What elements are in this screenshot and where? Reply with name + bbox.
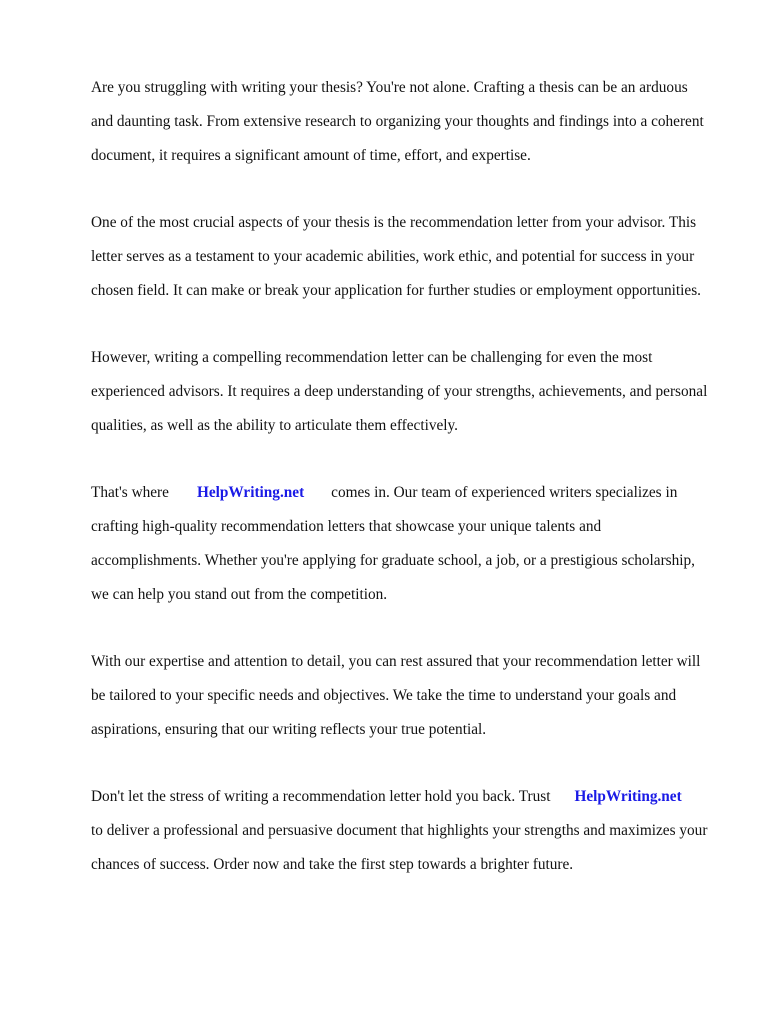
paragraph-recommendation-importance [91,197,723,316]
document-body [91,62,723,906]
helpwriting-link[interactable]: HelpWriting.net [574,788,682,805]
paragraph-intro [91,62,723,181]
paragraph-call-to-action [91,771,723,890]
text-segment: Don't let the stress of writing a recommendation letter hold you back. Trust [91,788,551,805]
paragraph-expertise [91,636,723,755]
text-line: letter serves as a testament to your academic abilities, work ethic, and potential for success in your [91,248,695,265]
text-line: and daunting task. From extensive research to organizing your thoughts and findings into a coherent [91,113,704,130]
text-line: chosen field. It can make or break your application for further studies or employment opportunities. [91,282,701,299]
paragraph-challenge [91,332,723,451]
text-line: to deliver a professional and persuasive document that highlights your strengths and maximizes your [91,822,708,839]
text-line: crafting high-quality recommendation letters that showcase your unique talents and [91,518,602,535]
text-line: experienced advisors. It requires a deep understanding of your strengths, achievements, and personal [91,383,708,400]
text-line: Are you struggling with writing your thesis? You're not alone. Crafting a thesis can be an arduous [91,79,688,96]
text-segment: comes in. Our team of experienced writers specializes in [331,484,678,501]
text-segment: That's where [91,484,169,501]
text-line: However, writing a compelling recommendation letter can be challenging for even the most [91,349,653,366]
helpwriting-link[interactable]: HelpWriting.net [196,484,305,501]
text-line: document, it requires a significant amount of time, effort, and expertise. [91,147,531,164]
text-line: qualities, as well as the ability to articulate them effectively. [91,417,458,434]
text-line: aspirations, ensuring that our writing reflects your true potential. [91,721,487,738]
text-line: One of the most crucial aspects of your thesis is the recommendation letter from your advisor. This [91,214,697,231]
text-line-with-link [91,788,723,805]
text-line-with-link [91,484,723,501]
text-line: be tailored to your specific needs and objectives. We take the time to understand your goals and [91,687,677,704]
text-line: With our expertise and attention to detail, you can rest assured that your recommendation letter will [91,653,701,670]
paragraph-service [91,467,723,620]
text-line: chances of success. Order now and take the first step towards a brighter future. [91,856,574,873]
text-line: accomplishments. Whether you're applying for graduate school, a job, or a prestigious scholarship, [91,552,695,569]
text-line: we can help you stand out from the competition. [91,586,388,603]
